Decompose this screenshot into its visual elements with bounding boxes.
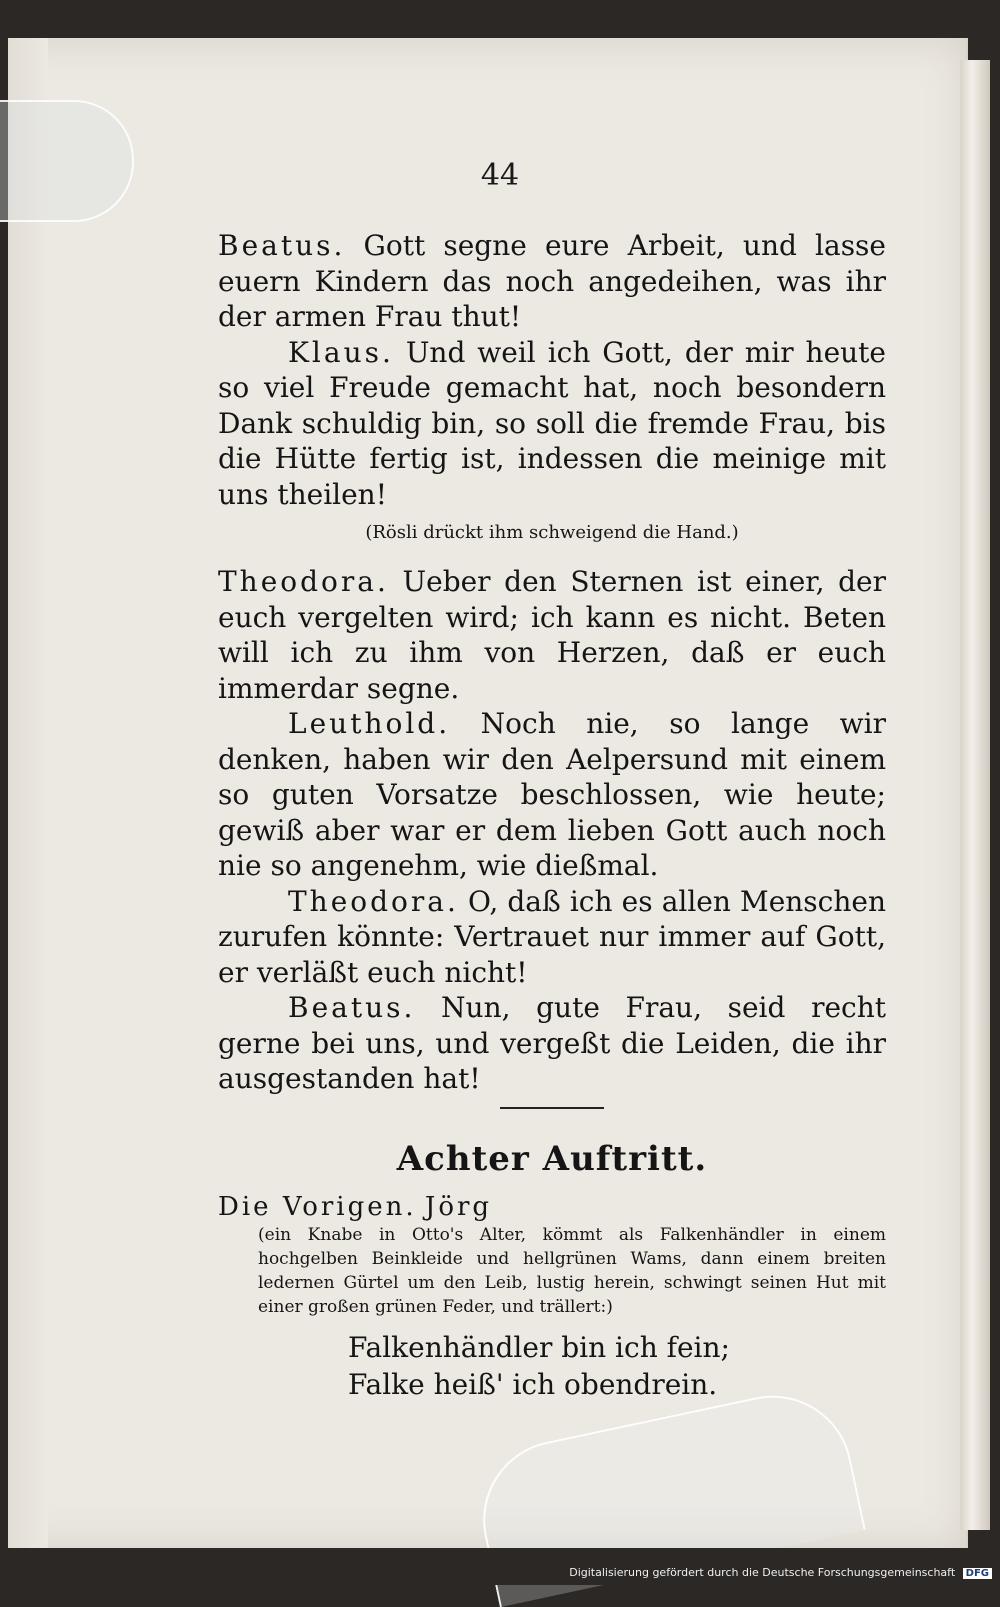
paragraph-text: Gott segne eure Arbeit, und lasse euern Kindern das noch angedeihen, was ihr der armen Frau thut! [218, 229, 886, 333]
verse-line: Falke heiß' ich obendrein. [348, 1367, 718, 1401]
cast-name: Jörg [424, 1191, 493, 1222]
page-gutter [8, 38, 48, 1548]
footer-text: Digitalisierung gefördert durch die Deutsche Forschungsgemeinschaft [569, 1566, 956, 1579]
footer-credit [569, 1566, 992, 1579]
page-number: 44 [480, 158, 520, 193]
paragraph-leuthold [218, 706, 886, 884]
section-divider [500, 1107, 604, 1109]
stage-direction: (Rösli drückt ihm schweigend die Hand.) [365, 522, 739, 543]
paper-clip-top [0, 100, 134, 222]
paragraph-text: Nun, gute Frau, seid recht gerne bei uns, und vergeßt die Leiden, die ihr ausgestanden hat! [218, 991, 886, 1095]
cast-speaker: Die Vorigen. [218, 1191, 417, 1222]
cast-description: (ein Knabe in Otto's Alter, kömmt als Falkenhändler in einem hochgelben Beinkleide und hellgrünen Wams, dann einem breiten ledernen Gürtel um den Leib, lustig herein, schwingt seinen Hut mit einer großen grünen Feder, und trällert:) [258, 1224, 886, 1317]
paragraph-text: Und weil ich Gott, der mir heute so viel Freude gemacht hat, noch besondern Dank schuldig bin, so soll die fremde Frau, bis die Hütte fertig ist, indessen die meinige mit uns theilen! [218, 335, 886, 511]
text-block [218, 228, 886, 1403]
paragraph-text: Ueber den Sternen ist einer, der euch vergelten wird; ich kann es nicht. Beten will ich zu ihm von Herzen, daß er euch immerdar segne. [218, 565, 886, 705]
speaker-name: Leuthold. [288, 707, 451, 740]
speaker-name: Beatus. [288, 991, 416, 1024]
verse-line: Falkenhändler bin ich fein; [348, 1330, 730, 1364]
paragraph-theodora-1 [218, 564, 886, 706]
paragraph-beatus-2 [218, 990, 886, 1097]
paragraph-text: O, daß ich es allen Menschen zurufen könnte: Vertrauet nur immer auf Gott, er verläßt euch nicht! [218, 884, 886, 989]
cast-line [218, 1191, 886, 1223]
dfg-logo-icon: DFG [963, 1568, 992, 1579]
paragraph-klaus [218, 335, 886, 513]
speaker-name: Theodora. [288, 884, 459, 918]
act-heading: Achter Auftritt. [396, 1138, 708, 1179]
speaker-name: Beatus. [218, 229, 346, 262]
paragraph-theodora-2 [218, 884, 886, 991]
paragraph-beatus-1 [218, 228, 886, 335]
speaker-name: Theodora. [218, 565, 389, 598]
paragraph-text: Noch nie, so lange wir denken, haben wir den Aelpersund mit einem so guten Vorsatze beschlossen, wie heute; gewiß aber war er dem lieben Gott auch noch nie so angenehm, wie dießmal. [218, 707, 886, 882]
page-edge [960, 60, 990, 1530]
speaker-name: Klaus. [288, 335, 394, 369]
